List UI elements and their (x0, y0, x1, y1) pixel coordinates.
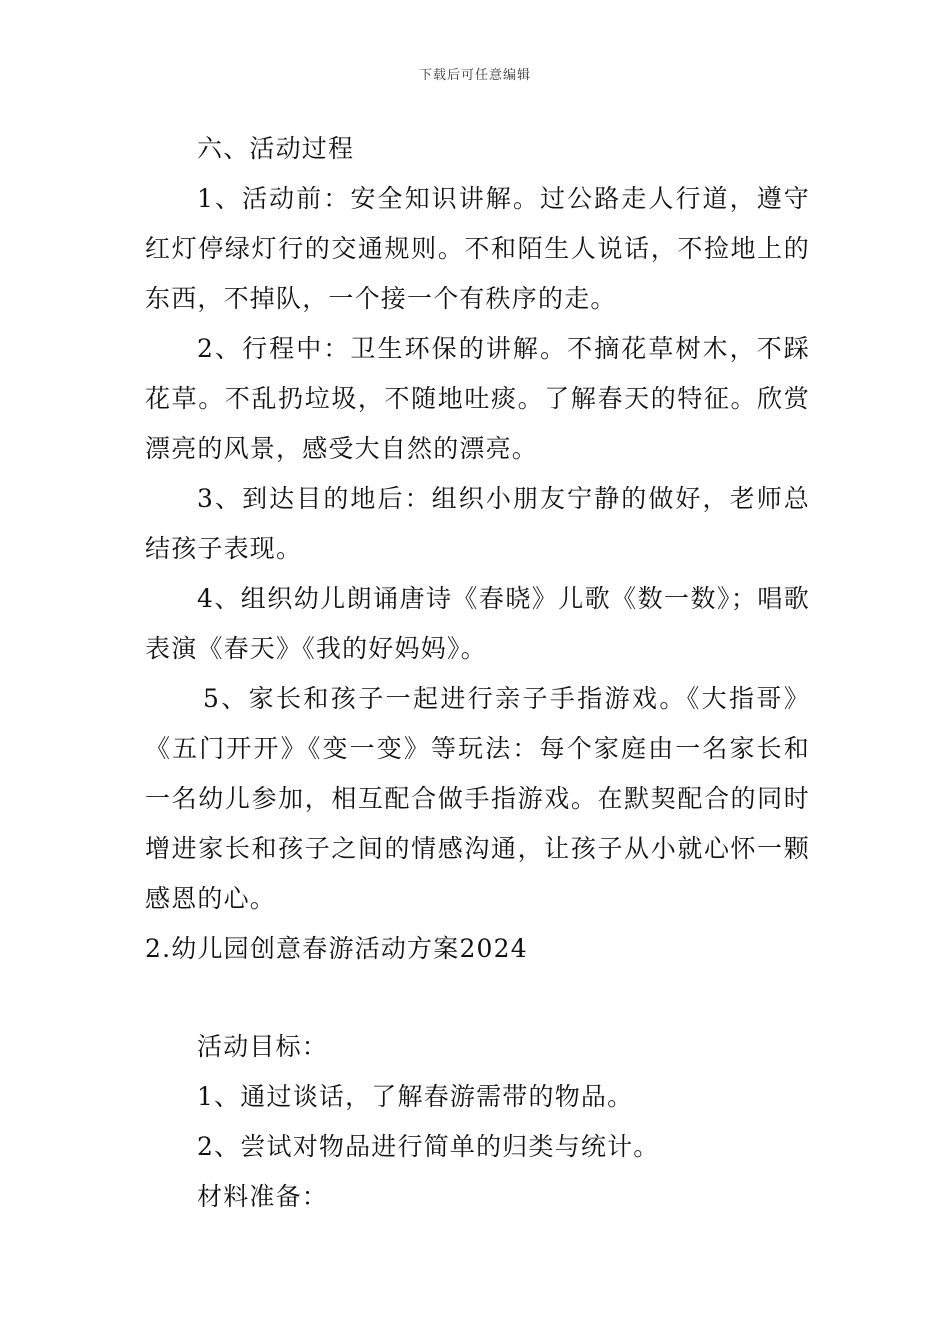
paragraph-step-1: 1、活动前：安全知识讲解。过公路走人行道，遵守红灯停绿灯行的交通规则。不和陌生人说话，不捡地上的东西，不掉队，一个接一个有秩序的走。 (145, 184, 810, 313)
goals-label: 活动目标： (197, 1032, 329, 1061)
materials-label: 材料准备： (197, 1182, 329, 1211)
paragraph-step-3: 3、到达目的地后：组织小朋友宁静的做好，老师总结孩子表现。 (145, 484, 810, 563)
goal-item-2: 2、尝试对物品进行简单的归类与统计。 (197, 1132, 660, 1161)
paragraph-step-2: 2、行程中：卫生环保的讲解。不摘花草树木，不踩花草。不乱扔垃圾，不随地吐痰。了解春天的特征。欣赏漂亮的风景，感受大自然的漂亮。 (145, 334, 810, 463)
heading-activity-process: 六、活动过程 (197, 134, 355, 163)
paragraph-step-5: 5、家长和孩子一起进行亲子手指游戏。《大指哥》《五门开开》《变一变》等玩法：每个家庭由一名家长和一名幼儿参加，相互配合做手指游戏。在默契配合的同时增进家长和孩子之间的情感沟通，让孩子从小就心怀一颗感恩的心。 (145, 684, 810, 913)
document-body (145, 124, 810, 1222)
section-2-title: 2.幼儿园创意春游活动方案2024 (145, 934, 528, 963)
goal-item-1: 1、通过谈话，了解春游需带的物品。 (197, 1082, 634, 1111)
header-note: 下载后可任意编辑 (418, 68, 531, 83)
paragraph-step-4: 4、组织幼儿朗诵唐诗《春晓》儿歌《数一数》；唱歌表演《春天》《我的好妈妈》。 (145, 584, 810, 663)
section-spacer (145, 974, 810, 1022)
